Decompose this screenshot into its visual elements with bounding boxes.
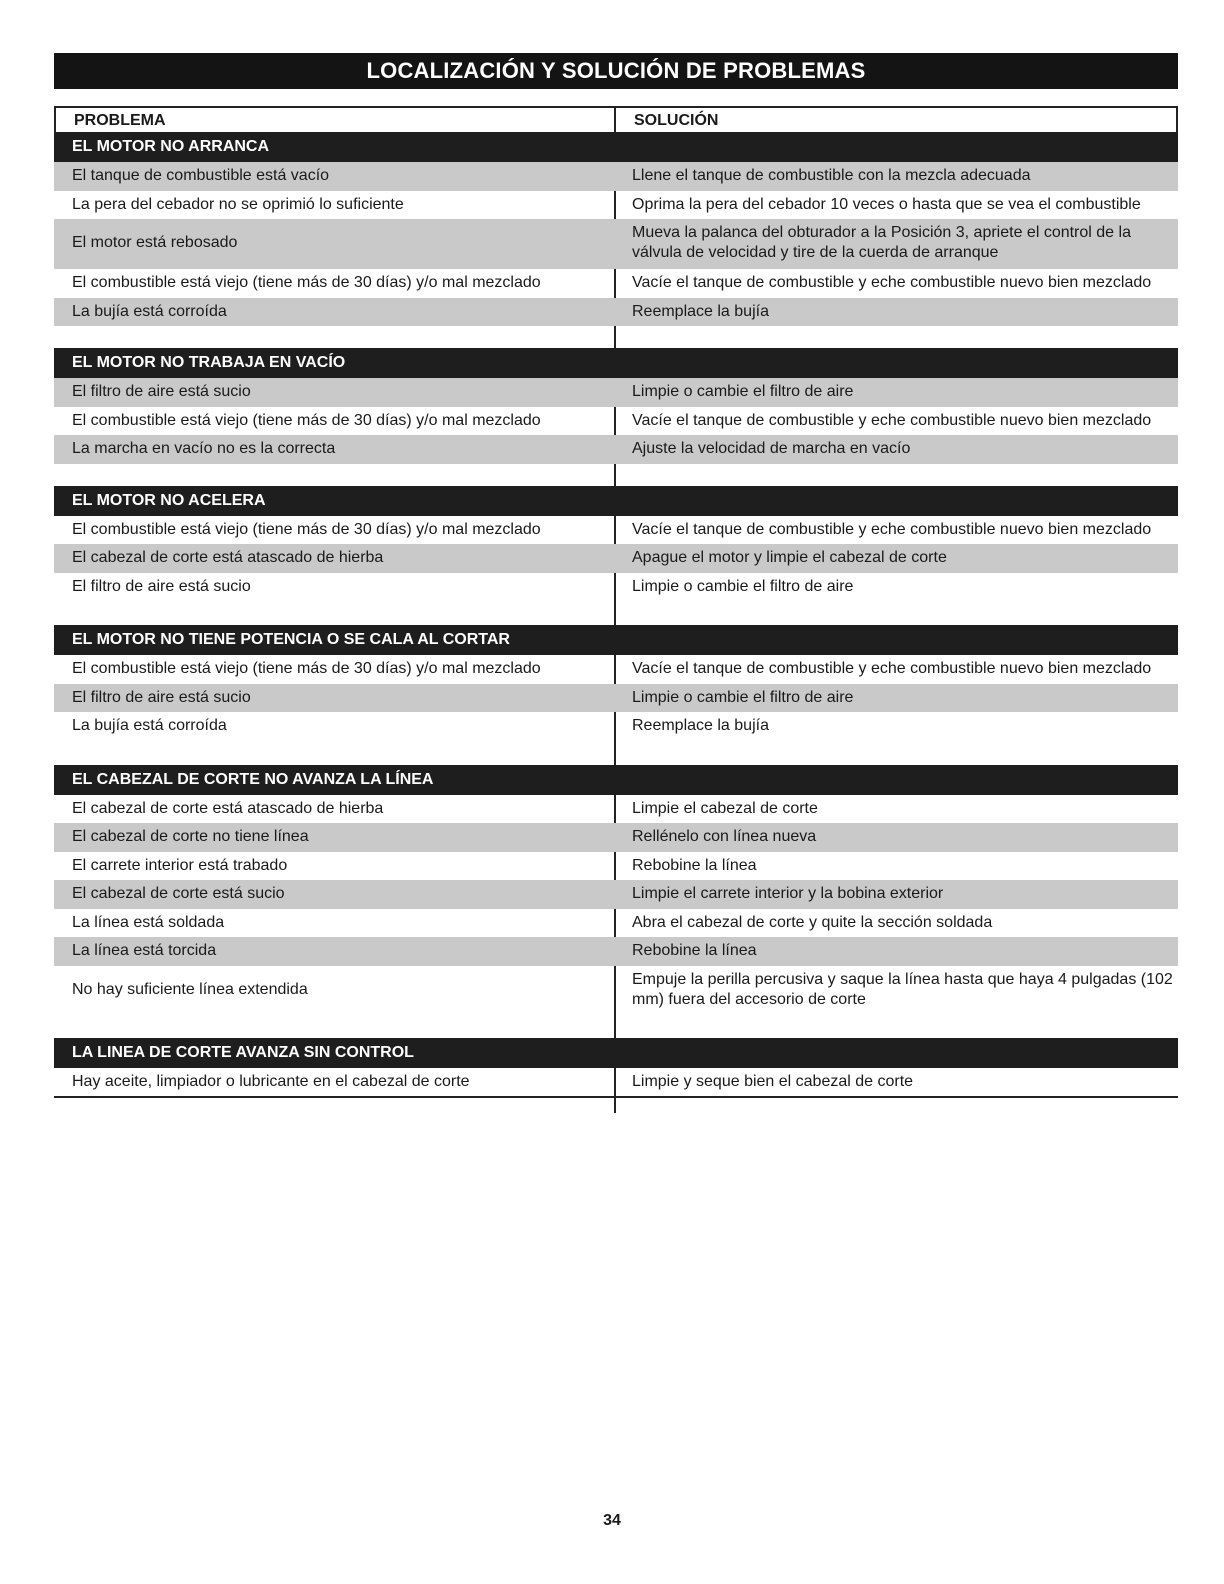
section-spacer (54, 326, 1178, 348)
solution-cell: Reemplace la bujía (632, 302, 769, 320)
solution-cell: Vacíe el tanque de combustible y eche combustible nuevo bien mezclado (632, 520, 1152, 538)
troubleshooting-table (54, 106, 1178, 1098)
table-row (54, 219, 1178, 269)
solution-cell: Vacíe el tanque de combustible y eche combustible nuevo bien mezclado (632, 274, 1152, 291)
table-row (54, 516, 1178, 545)
section-spacer (54, 741, 1178, 765)
table-row (54, 852, 1178, 881)
section-motor-no-acelera (54, 486, 1178, 626)
table-row (54, 435, 1178, 464)
problem-cell: No hay suficiente línea extendida (72, 980, 308, 998)
problem-cell: El motor está rebosado (72, 234, 238, 251)
solution-cell: Rellénelo con línea nueva (632, 828, 817, 845)
table-row (54, 573, 1178, 602)
problem-cell: El cabezal de corte está sucio (72, 885, 285, 902)
problem-cell: La línea está torcida (72, 942, 217, 959)
solution-cell: Rebobine la línea (632, 942, 757, 959)
header-solution: SOLUCIÓN (634, 112, 719, 129)
solution-cell: Limpie el carrete interior y la bobina exterior (632, 885, 944, 902)
problem-cell: La bujía está corroída (72, 717, 227, 734)
solution-cell: Limpie y seque bien el cabezal de corte (632, 1072, 914, 1090)
solution-cell: Rebobine la línea (632, 856, 757, 874)
problem-cell: El combustible está viejo (tiene más de 30 días) y/o mal mezclado (72, 274, 541, 291)
table-row (54, 684, 1178, 713)
section-motor-no-trabaja-en-vacio (54, 348, 1178, 486)
solution-cell: Vacíe el tanque de combustible y eche combustible nuevo bien mezclado (632, 660, 1152, 677)
problem-cell: El tanque de combustible está vacío (72, 167, 330, 184)
table-bottom-rule (54, 1096, 1178, 1098)
problem-cell: El cabezal de corte está atascado de hierba (72, 549, 384, 566)
table-row (54, 378, 1178, 407)
problem-cell: El cabezal de corte está atascado de hierba (72, 799, 384, 817)
solution-cell: Limpie o cambie el filtro de aire (632, 577, 854, 595)
section-title: EL CABEZAL DE CORTE NO AVANZA LA LÍNEA (54, 765, 1178, 795)
problem-cell: Hay aceite, limpiador o lubricante en el cabezal de corte (72, 1072, 470, 1090)
table-row (54, 191, 1178, 220)
problem-cell: La pera del cebador no se oprimió lo suficiente (72, 195, 404, 213)
table-row (54, 1068, 1178, 1097)
problem-cell: El combustible está viejo (tiene más de 30 días) y/o mal mezclado (72, 660, 541, 677)
table-row (54, 880, 1178, 909)
problem-cell: El combustible está viejo (tiene más de 30 días) y/o mal mezclado (72, 411, 541, 429)
problem-cell: El carrete interior está trabado (72, 856, 288, 874)
table-header (54, 106, 1178, 132)
table-row (54, 655, 1178, 684)
table-row (54, 269, 1178, 298)
solution-cell: Limpie o cambie el filtro de aire (632, 688, 854, 706)
table-row (54, 966, 1178, 1016)
solution-cell: Oprima la pera del cebador 10 veces o hasta que se vea el combustible (632, 195, 1141, 213)
solution-cell: Mueva la palanca del obturador a la Posición 3, apriete el control de la válvula de velocidad y tire de la cuerda de arranque (632, 224, 1131, 261)
solution-cell: Abra el cabezal de corte y quite la sección soldada (632, 913, 993, 931)
solution-cell: Llene el tanque de combustible con la mezcla adecuada (632, 167, 1031, 184)
problem-cell: La bujía está corroída (72, 302, 227, 320)
table-row (54, 937, 1178, 966)
solution-cell: Empuje la perilla percusiva y saque la línea hasta que haya 4 pulgadas (102 mm) fuera del accesorio de corte (632, 970, 1173, 1008)
table-row (54, 544, 1178, 573)
solution-cell: Apague el motor y limpie el cabezal de corte (632, 549, 947, 566)
table-row (54, 909, 1178, 938)
solution-cell: Reemplace la bujía (632, 717, 769, 734)
section-title: EL MOTOR NO ARRANCA (54, 132, 1178, 162)
problem-cell: La línea está soldada (72, 913, 225, 931)
section-cabezal-no-avanza-linea (54, 765, 1178, 1038)
section-title: EL MOTOR NO TIENE POTENCIA O SE CALA AL CORTAR (54, 625, 1178, 655)
page-number: 34 (603, 1512, 621, 1529)
section-title: LA LINEA DE CORTE AVANZA SIN CONTROL (54, 1038, 1178, 1068)
table-row (54, 712, 1178, 741)
section-motor-no-arranca (54, 132, 1178, 348)
section-spacer (54, 464, 1178, 486)
problem-cell: El combustible está viejo (tiene más de 30 días) y/o mal mezclado (72, 520, 541, 538)
problem-cell: El filtro de aire está sucio (72, 577, 251, 595)
table-row (54, 795, 1178, 824)
table-row (54, 298, 1178, 327)
header-problem: PROBLEMA (74, 112, 166, 129)
problem-cell: El filtro de aire está sucio (72, 383, 251, 400)
table-row (54, 162, 1178, 191)
section-spacer (54, 1016, 1178, 1038)
problem-cell: El filtro de aire está sucio (72, 688, 251, 706)
solution-cell: Ajuste la velocidad de marcha en vacío (632, 440, 911, 457)
section-spacer (54, 601, 1178, 625)
section-motor-no-tiene-potencia (54, 625, 1178, 765)
solution-cell: Limpie el cabezal de corte (632, 799, 818, 817)
solution-cell: Vacíe el tanque de combustible y eche combustible nuevo bien mezclado (632, 411, 1152, 429)
section-title: EL MOTOR NO ACELERA (54, 486, 1178, 516)
table-row (54, 407, 1178, 436)
section-linea-avanza-sin-control (54, 1038, 1178, 1097)
problem-cell: La marcha en vacío no es la correcta (72, 440, 336, 457)
solution-cell: Limpie o cambie el filtro de aire (632, 383, 854, 400)
section-title: EL MOTOR NO TRABAJA EN VACÍO (54, 348, 1178, 378)
problem-cell: El cabezal de corte no tiene línea (72, 828, 309, 845)
page-title: LOCALIZACIÓN Y SOLUCIÓN DE PROBLEMAS (54, 53, 1178, 89)
table-row (54, 823, 1178, 852)
